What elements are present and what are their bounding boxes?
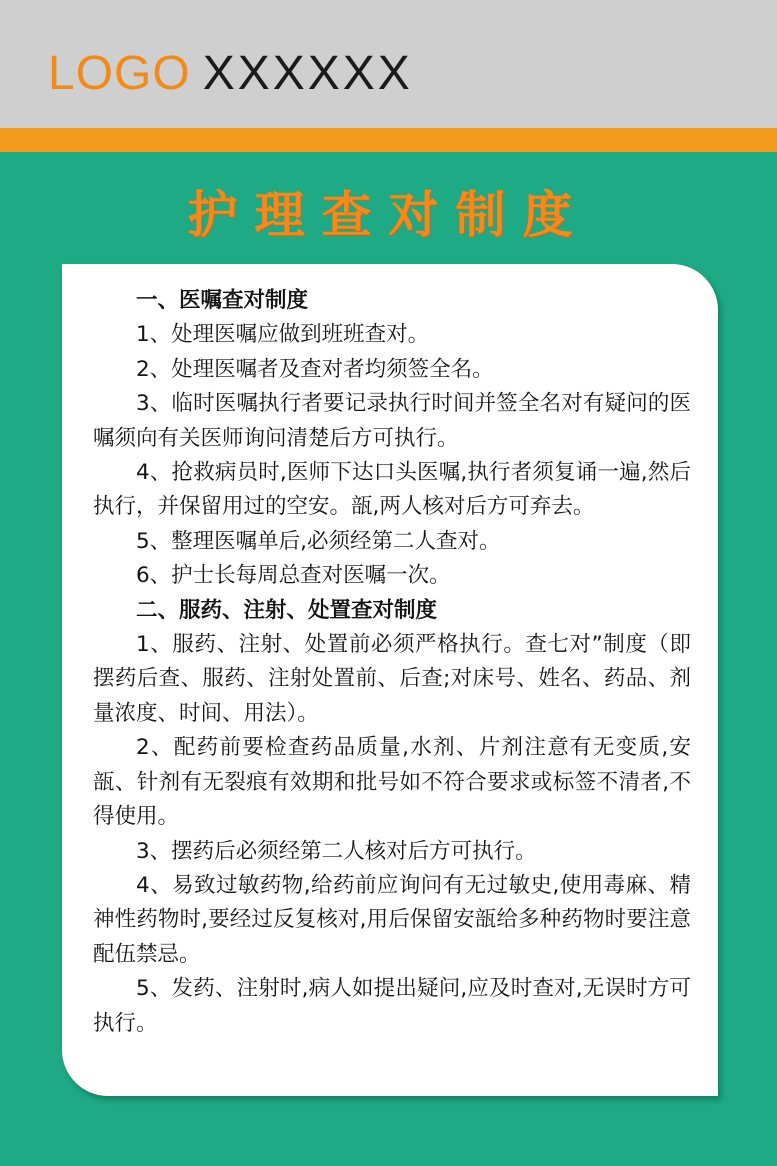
rule-item: 2、处理医嘱者及查对者均须签全名。 (136, 356, 494, 382)
section-heading: 二、服药、注射、处置查对制度 (136, 597, 438, 623)
rule-item: 4、易致过敏药物,给药前应询问有无过敏史,使用毒麻、精神性药物时,要经过反复核对,用后保留安瓿给多种药物时要注意配伍禁忌。 (93, 872, 691, 967)
rule-item: 6、护士长每周总查对医嘱一次。 (136, 563, 451, 589)
brand-name: XXXXXX (202, 47, 413, 100)
logo-text: LOGO (48, 47, 191, 100)
rule-item: 5、整理医嘱单后,必须经第二人查对。 (136, 528, 501, 554)
rule-item: 4、抢救病员时,医师下达口头医嘱,执行者须复诵一遍,然后执行，并保留用过的空安。瓿,两人核对后方可弃去。 (93, 460, 691, 520)
orange-stripe (0, 128, 777, 152)
logo (48, 46, 413, 102)
rule-item: 3、摆药后必须经第二人核对后方可执行。 (136, 838, 537, 864)
rule-item: 2、配药前要检查药品质量,水剂、片剂注意有无变质,安瓿、针剂有无裂痕有效期和批号如不符合要求或标签不清者,不得使用。 (93, 735, 691, 830)
rule-item: 1、处理医嘱应做到班班查对。 (136, 322, 430, 348)
rule-item: 1、服药、注射、处置前必须严格执行。查七对”制度（即摆药后查、服药、注射处置前、后查;对床号、姓名、药品、剂量浓度、时间、用法）。 (93, 632, 691, 726)
page-title: 护理查对制度 (187, 186, 590, 244)
regulation-text (93, 284, 691, 1041)
rule-item: 3、临时医嘱执行者要记录执行时间并签全名对有疑问的医嘱须向有关医师询问清楚后方可执行。 (93, 391, 691, 451)
rule-item: 5、发药、注射时,病人如提出疑问,应及时查对,无误时方可执行。 (93, 976, 691, 1036)
section-heading: 一、医嘱查对制度 (136, 288, 309, 313)
